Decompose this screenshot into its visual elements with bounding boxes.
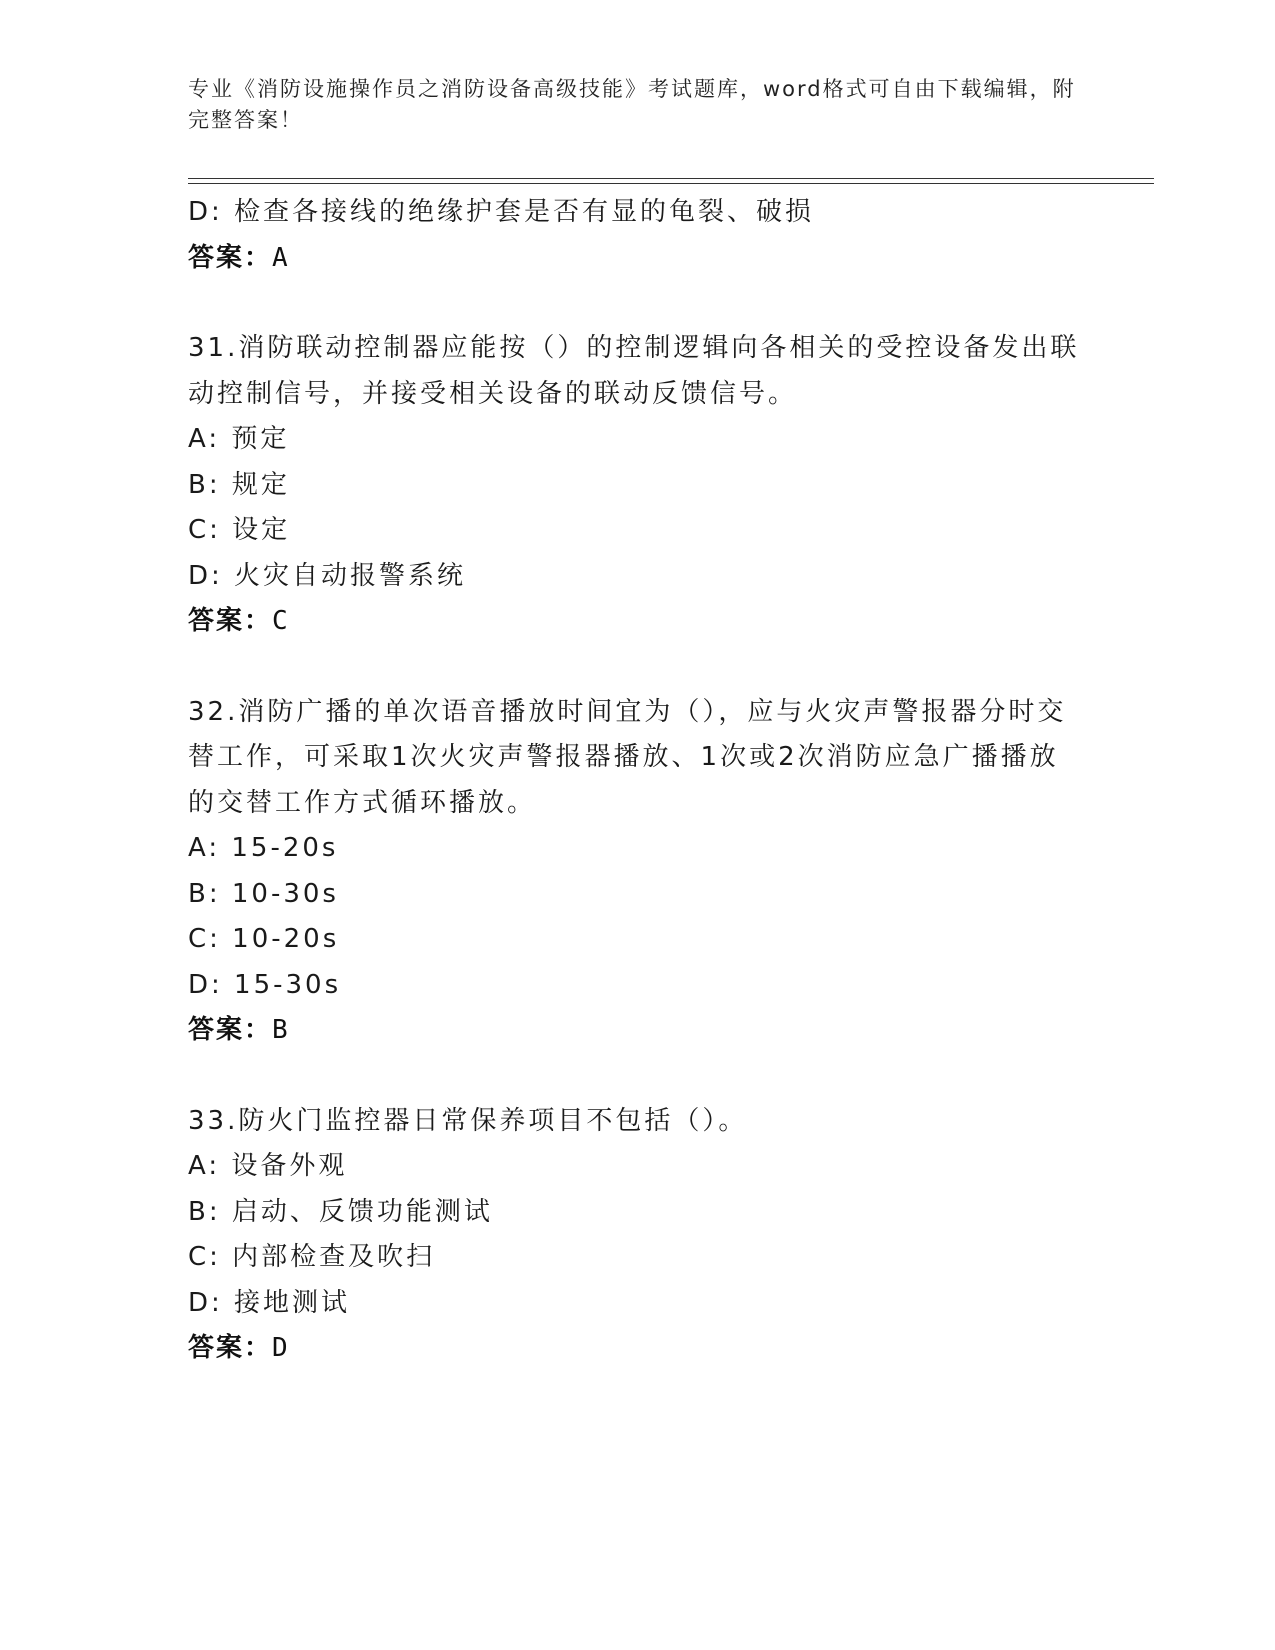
- question-block: [188, 326, 1088, 645]
- answer-line: [188, 236, 1088, 282]
- option-d: D: 接地测试: [188, 1287, 351, 1318]
- answer-label: 答案：: [188, 1015, 273, 1045]
- question-text-line: 31.消防联动控制器应能按（）的控制逻辑向各相关的受控设备发出联: [188, 333, 1080, 363]
- answer-label: 答案：: [188, 1333, 273, 1363]
- question-text-line: 替工作，可采取1次火灾声警报器播放、1次或2次消防应急广播播放: [188, 742, 1059, 772]
- answer-value: A: [272, 242, 288, 273]
- header-text: 专业《消防设施操作员之消防设备高级技能》考试题库，word格式可自由下载编辑，附完整答案！: [188, 77, 1076, 132]
- option-d: D: 火灾自动报警系统: [188, 560, 467, 591]
- option-c: C: 设定: [188, 515, 291, 545]
- question-text-line: 的交替工作方式循环播放。: [188, 787, 537, 818]
- option-b: B: 规定: [188, 469, 290, 500]
- option-a: A: 设备外观: [188, 1151, 348, 1181]
- option-c: C: 内部检查及吹扫: [188, 1242, 436, 1272]
- spacer: [188, 281, 1088, 326]
- option-b: B: 10-30s: [188, 878, 339, 909]
- spacer: [188, 645, 1088, 690]
- option-a: A: 预定: [188, 424, 290, 454]
- header-rule-top: [188, 178, 1154, 179]
- header-rule-bottom: [188, 183, 1154, 184]
- answer-line: [188, 1008, 1088, 1054]
- option-b: B: 启动、反馈功能测试: [188, 1196, 493, 1227]
- question-block: [188, 1099, 1088, 1372]
- page-header: [188, 74, 1088, 136]
- answer-line: [188, 1326, 1088, 1372]
- answer-value: D: [272, 1333, 288, 1363]
- option-a: A: 15-20s: [188, 833, 339, 863]
- answer-label: 答案：: [188, 606, 273, 636]
- question-content: [188, 190, 1088, 1372]
- question-block: [188, 690, 1088, 1054]
- option-d: D: 15-30s: [188, 969, 342, 1000]
- question-text-line: 32.消防广播的单次语音播放时间宜为（），应与火灾声警报器分时交: [188, 696, 1067, 727]
- question-text-line: 动控制信号，并接受相关设备的联动反馈信号。: [188, 378, 798, 409]
- answer-line: [188, 599, 1088, 645]
- option-c: C: 10-20s: [188, 924, 340, 954]
- answer-label: 答案：: [188, 242, 273, 273]
- question-text-line: 33.防火门监控器日常保养项目不包括（）。: [188, 1105, 748, 1136]
- answer-value: B: [272, 1015, 288, 1045]
- spacer: [188, 1054, 1088, 1099]
- option-d: D: 检查各接线的绝缘护套是否有显的龟裂、破损: [188, 197, 815, 227]
- answer-value: C: [272, 606, 288, 636]
